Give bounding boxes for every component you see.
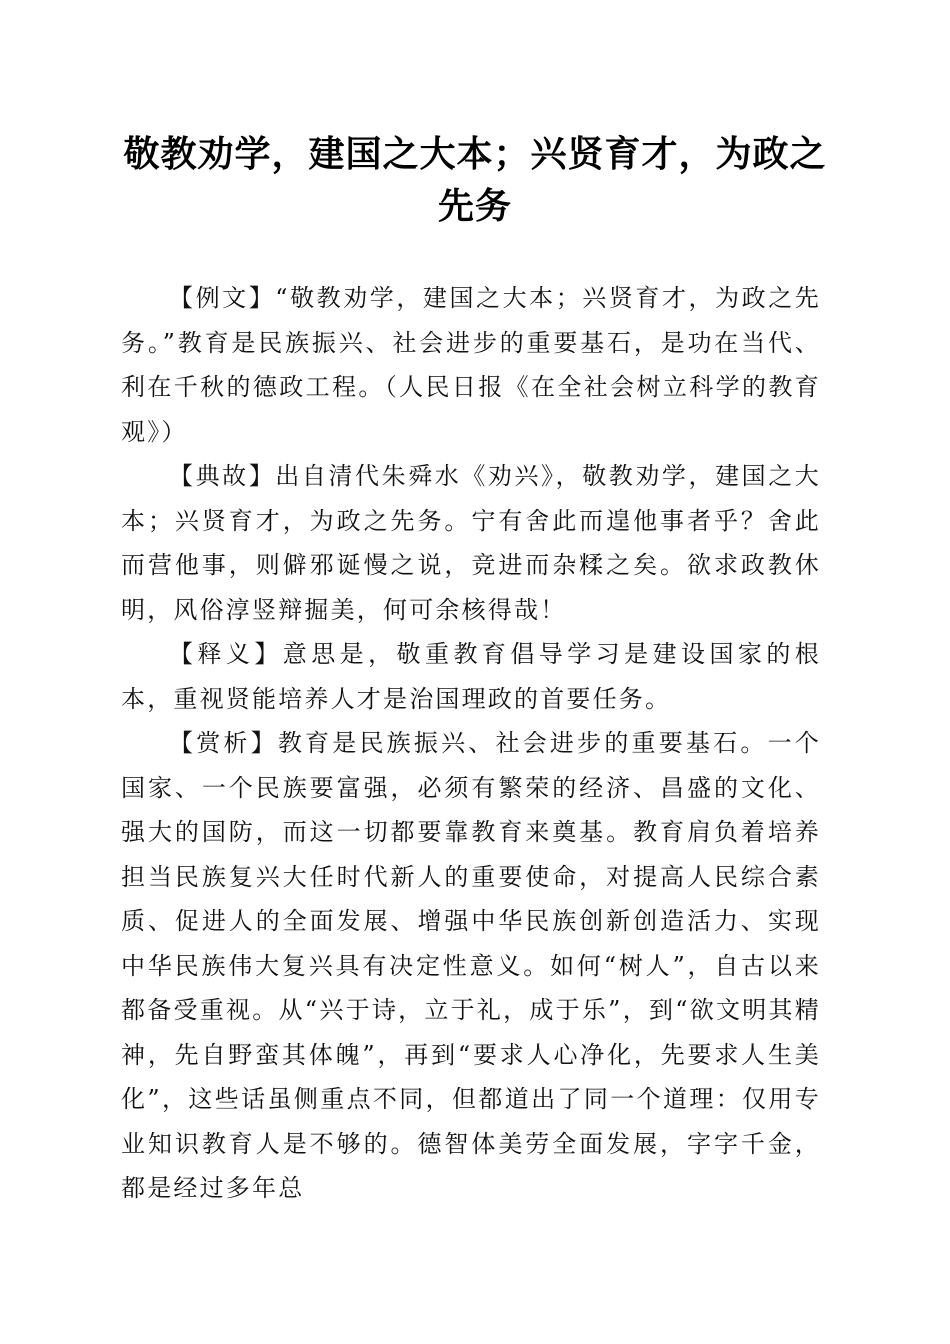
document-body — [121, 276, 821, 1211]
paragraph-interpretation: 【释义】意思是，敬重教育倡导学习是建设国家的根本，重视贤能培养人才是治国理政的首要任务。 — [121, 640, 821, 713]
paragraph-allusion: 【典故】出自清代朱舜水《劝兴》，敬教劝学，建国之大本；兴贤育才，为政之先务。宁有舍此而遑他事者乎？舍此而营他事，则僻邪诞慢之说，竞进而杂糅之矣。欲求政教休明，风俗淳竖辩掘美，何可余核得哉！ — [121, 462, 821, 624]
paragraph-example: 【例文】“敬教劝学，建国之大本；兴贤育才，为政之先务。”教育是民族振兴、社会进步的重要基石，是功在当代、利在千秋的德政工程。（人民日报《在全社会树立科学的教育观》） — [121, 284, 821, 446]
document-title: 敬教劝学，建国之大本；兴贤育才，为政之先务 — [123, 133, 827, 227]
paragraph-appreciation: 【赏析】教育是民族振兴、社会进步的重要基石。一个国家、一个民族要富强，必须有繁荣的经济、昌盛的文化、强大的国防，而这一切都要靠教育来奠基。教育肩负着培养担当民族复兴大任时代新人的重要使命，对提高人民综合素质、促进人的全面发展、增强中华民族创新创造活力、实现中华民族伟大复兴具有决定性意义。如何“树人”，自古以来都备受重视。从“兴于诗，立于礼，成于乐”，到“欲文明其精神，先自野蛮其体魄”，再到“要求人心净化，先要求人生美化”，这些话虽侧重点不同，但都道出了同一个道理：仅用专业知识教育人是不够的。德智体美劳全面发展，字字千金，都是经过多年总 — [121, 729, 821, 1202]
